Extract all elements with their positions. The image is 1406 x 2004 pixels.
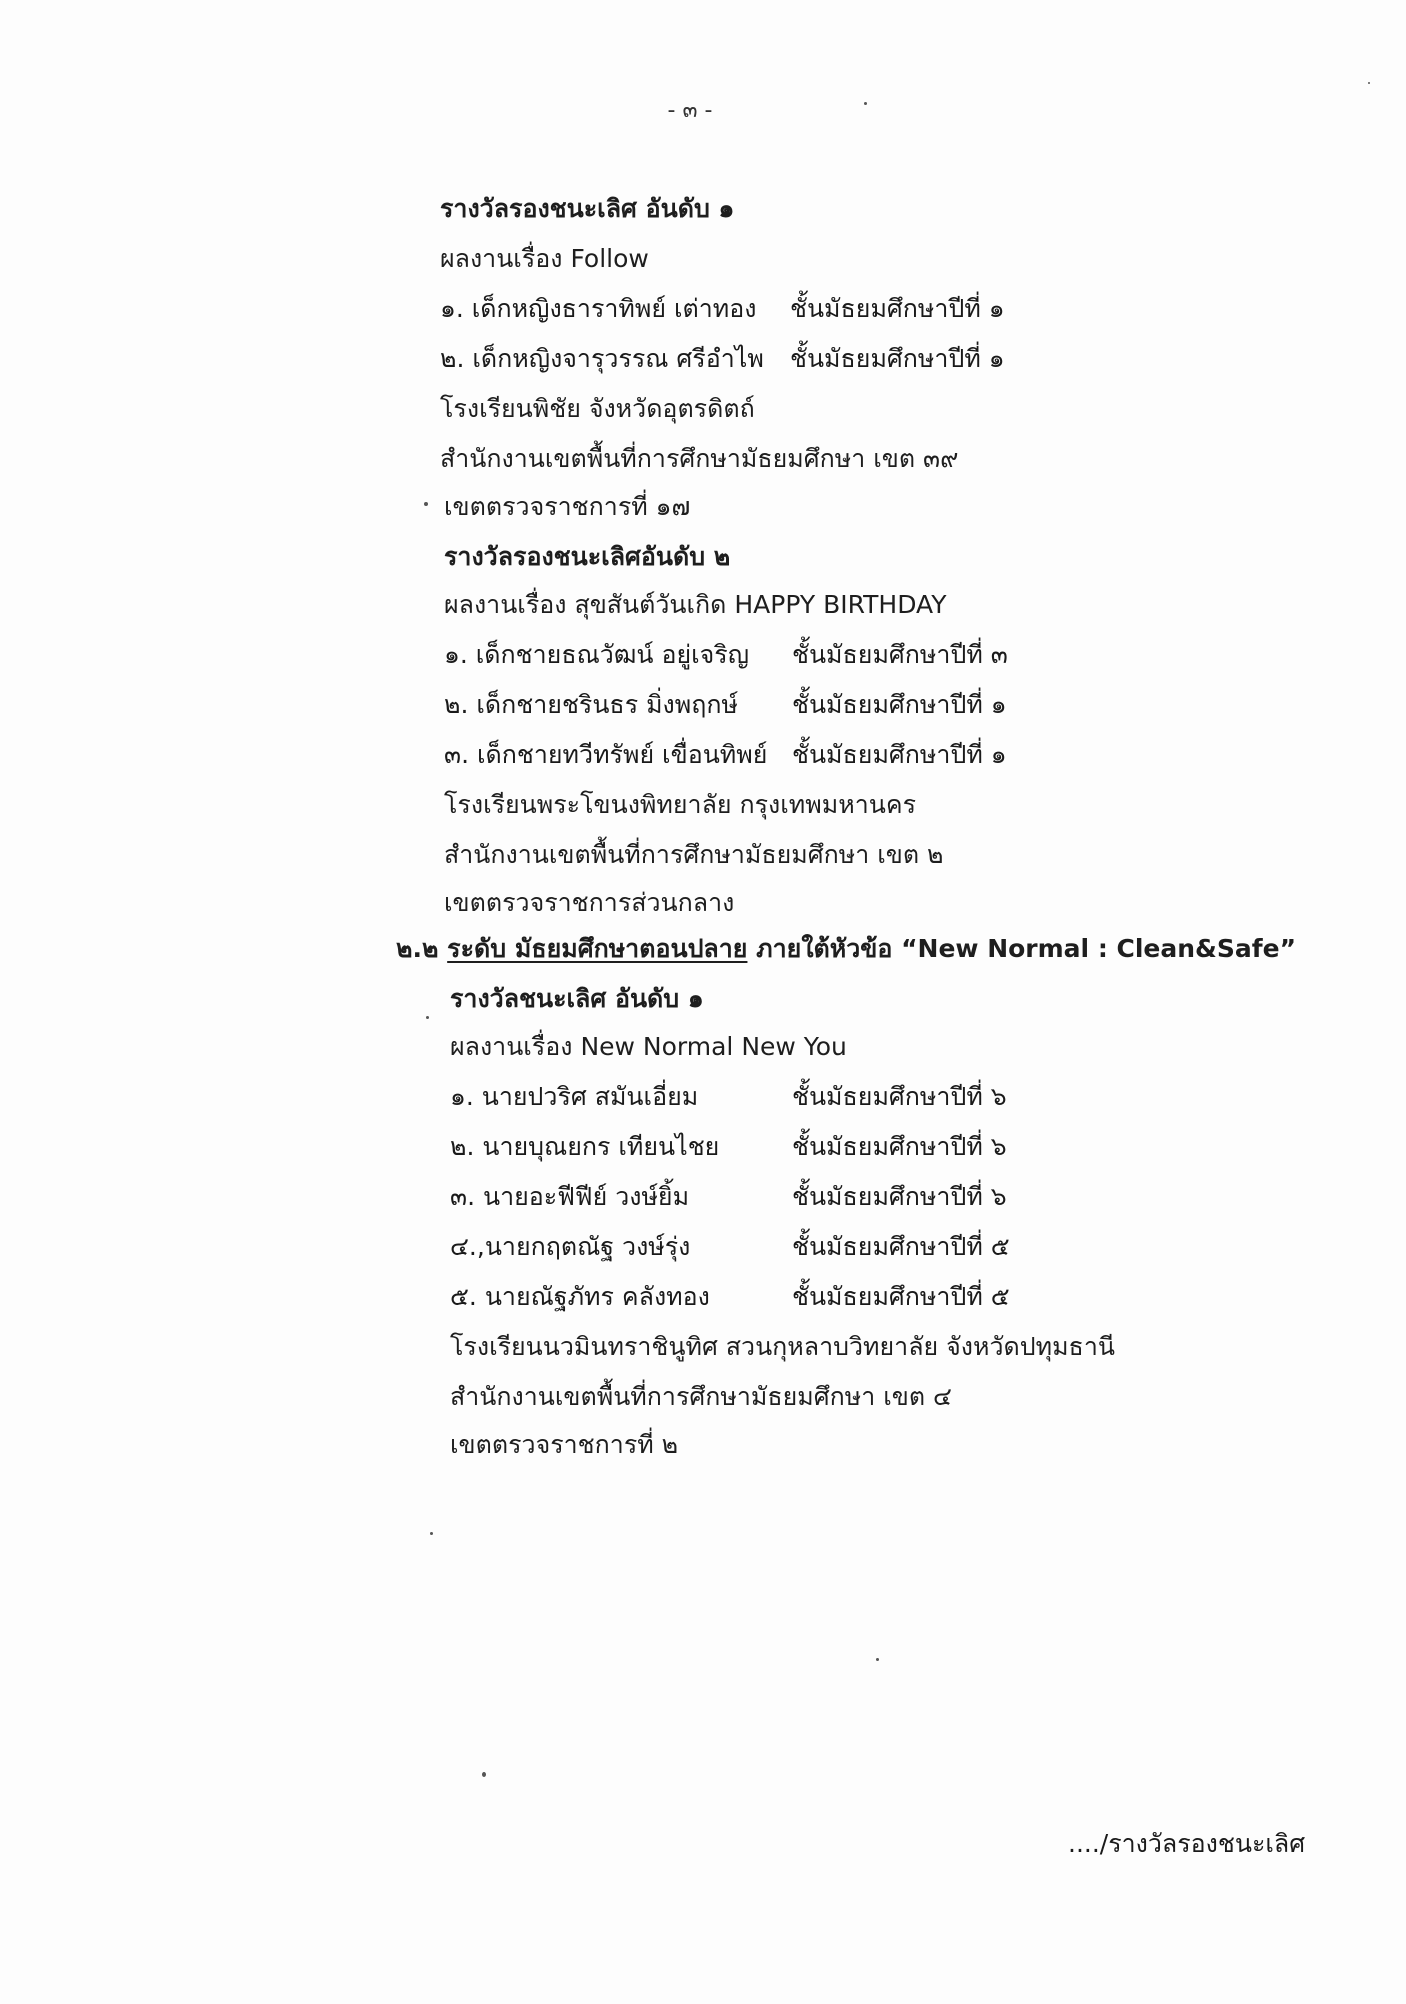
school-name-2: โรงเรียนพระโขนงพิทยาลัย กรุงเทพมหานคร: [444, 790, 916, 819]
office-name-2: สำนักงานเขตพื้นที่การศึกษามัธยมศึกษา เขต ๒: [444, 840, 944, 869]
member-name: ๔.,นายกฤตณัฐ วงษ์รุ่ง: [450, 1232, 691, 1261]
office-name-3: สำนักงานเขตพื้นที่การศึกษามัธยมศึกษา เขต ๔: [450, 1382, 952, 1411]
member-grade: ชั้นมัธยมศึกษาปีที่ ๑: [792, 740, 1007, 769]
topic-label: ภายใต้หัวข้อ “New Normal : Clean&Safe”: [747, 934, 1297, 963]
scan-speck: [482, 1772, 486, 1777]
member-row: [440, 342, 1040, 376]
member-grade: ชั้นมัธยมศึกษาปีที่ ๖: [792, 1182, 1007, 1211]
member-name: ๒. เด็กหญิงจารุวรรณ ศรีอำไพ: [440, 344, 764, 373]
member-grade: ชั้นมัธยมศึกษาปีที่ ๖: [792, 1082, 1007, 1111]
member-row: [450, 1280, 1050, 1314]
scan-speck: [876, 1658, 879, 1661]
member-grade: ชั้นมัธยมศึกษาปีที่ ๕: [792, 1232, 1010, 1261]
member-row: [440, 292, 1040, 326]
member-name: ๑. เด็กหญิงธาราทิพย์ เต่าทอง: [440, 294, 757, 323]
member-grade: ชั้นมัธยมศึกษาปีที่ ๓: [792, 640, 1008, 669]
school-name-3: โรงเรียนนวมินทราชินูทิศ สวนกุหลาบวิทยาลัย จังหวัดปทุมธานี: [450, 1332, 1115, 1361]
inspection-region-3: เขตตรวจราชการที่ ๒: [450, 1430, 679, 1459]
work-title-1: ผลงานเรื่อง Follow: [440, 244, 649, 273]
member-row: [450, 1080, 1050, 1114]
member-grade: ชั้นมัธยมศึกษาปีที่ ๑: [790, 294, 1005, 323]
continuation-footer: ..../รางวัลรองชนะเลิศ: [1068, 1829, 1306, 1858]
member-name: ๑. นายปวริศ สมันเอี่ยม: [450, 1082, 699, 1111]
office-name-1: สำนักงานเขตพื้นที่การศึกษามัธยมศึกษา เขต ๓๙: [440, 444, 959, 473]
work-title-3: ผลงานเรื่อง New Normal New You: [450, 1032, 847, 1061]
member-name: ๒. นายบุณยกร เทียนไชย: [450, 1132, 720, 1161]
member-name: ๒. เด็กชายชรินธร มิ่งพฤกษ์: [444, 690, 738, 719]
scan-speck: [864, 102, 867, 105]
member-row: [444, 638, 1044, 672]
scan-speck: [426, 1016, 429, 1019]
inspection-region-2: เขตตรวจราชการส่วนกลาง: [444, 888, 735, 917]
page-number: - ๓ -: [667, 98, 713, 123]
section-heading-2-2: [396, 932, 1296, 966]
member-name: ๓. เด็กชายทวีทรัพย์ เขื่อนทิพย์: [444, 740, 768, 769]
member-grade: ชั้นมัธยมศึกษาปีที่ ๑: [792, 690, 1007, 719]
scan-speck: [424, 502, 428, 506]
member-row: [444, 738, 1044, 772]
school-name-1: โรงเรียนพิชัย จังหวัดอุตรดิตถ์: [440, 394, 755, 423]
member-row: [450, 1130, 1050, 1164]
level-label: ระดับ มัธยมศึกษาตอนปลาย: [447, 934, 748, 963]
award-title-3: รางวัลชนะเลิศ อันดับ ๑: [450, 984, 704, 1013]
work-title-2: ผลงานเรื่อง สุขสันต์วันเกิด HAPPY BIRTHDAY: [444, 590, 947, 619]
member-name: ๑. เด็กชายธณวัฒน์ อยู่เจริญ: [444, 640, 750, 669]
member-row: [450, 1230, 1050, 1264]
member-name: ๕. นายณัฐภัทร คลังทอง: [450, 1282, 710, 1311]
member-grade: ชั้นมัธยมศึกษาปีที่ ๑: [790, 344, 1005, 373]
scan-speck: [1368, 82, 1370, 84]
member-grade: ชั้นมัธยมศึกษาปีที่ ๖: [792, 1132, 1007, 1161]
member-grade: ชั้นมัธยมศึกษาปีที่ ๕: [792, 1282, 1010, 1311]
award-title-1: รางวัลรองชนะเลิศ อันดับ ๑: [440, 194, 735, 223]
scan-speck: [430, 1532, 433, 1535]
member-row: [450, 1180, 1050, 1214]
member-name: ๓. นายอะฟีฟีย์ วงษ์ยิ้ม: [450, 1182, 690, 1211]
inspection-region-1: เขตตรวจราชการที่ ๑๗: [444, 492, 691, 521]
member-row: [444, 688, 1044, 722]
award-title-2: รางวัลรองชนะเลิศอันดับ ๒: [444, 542, 731, 571]
section-number: ๒.๒: [396, 934, 448, 963]
